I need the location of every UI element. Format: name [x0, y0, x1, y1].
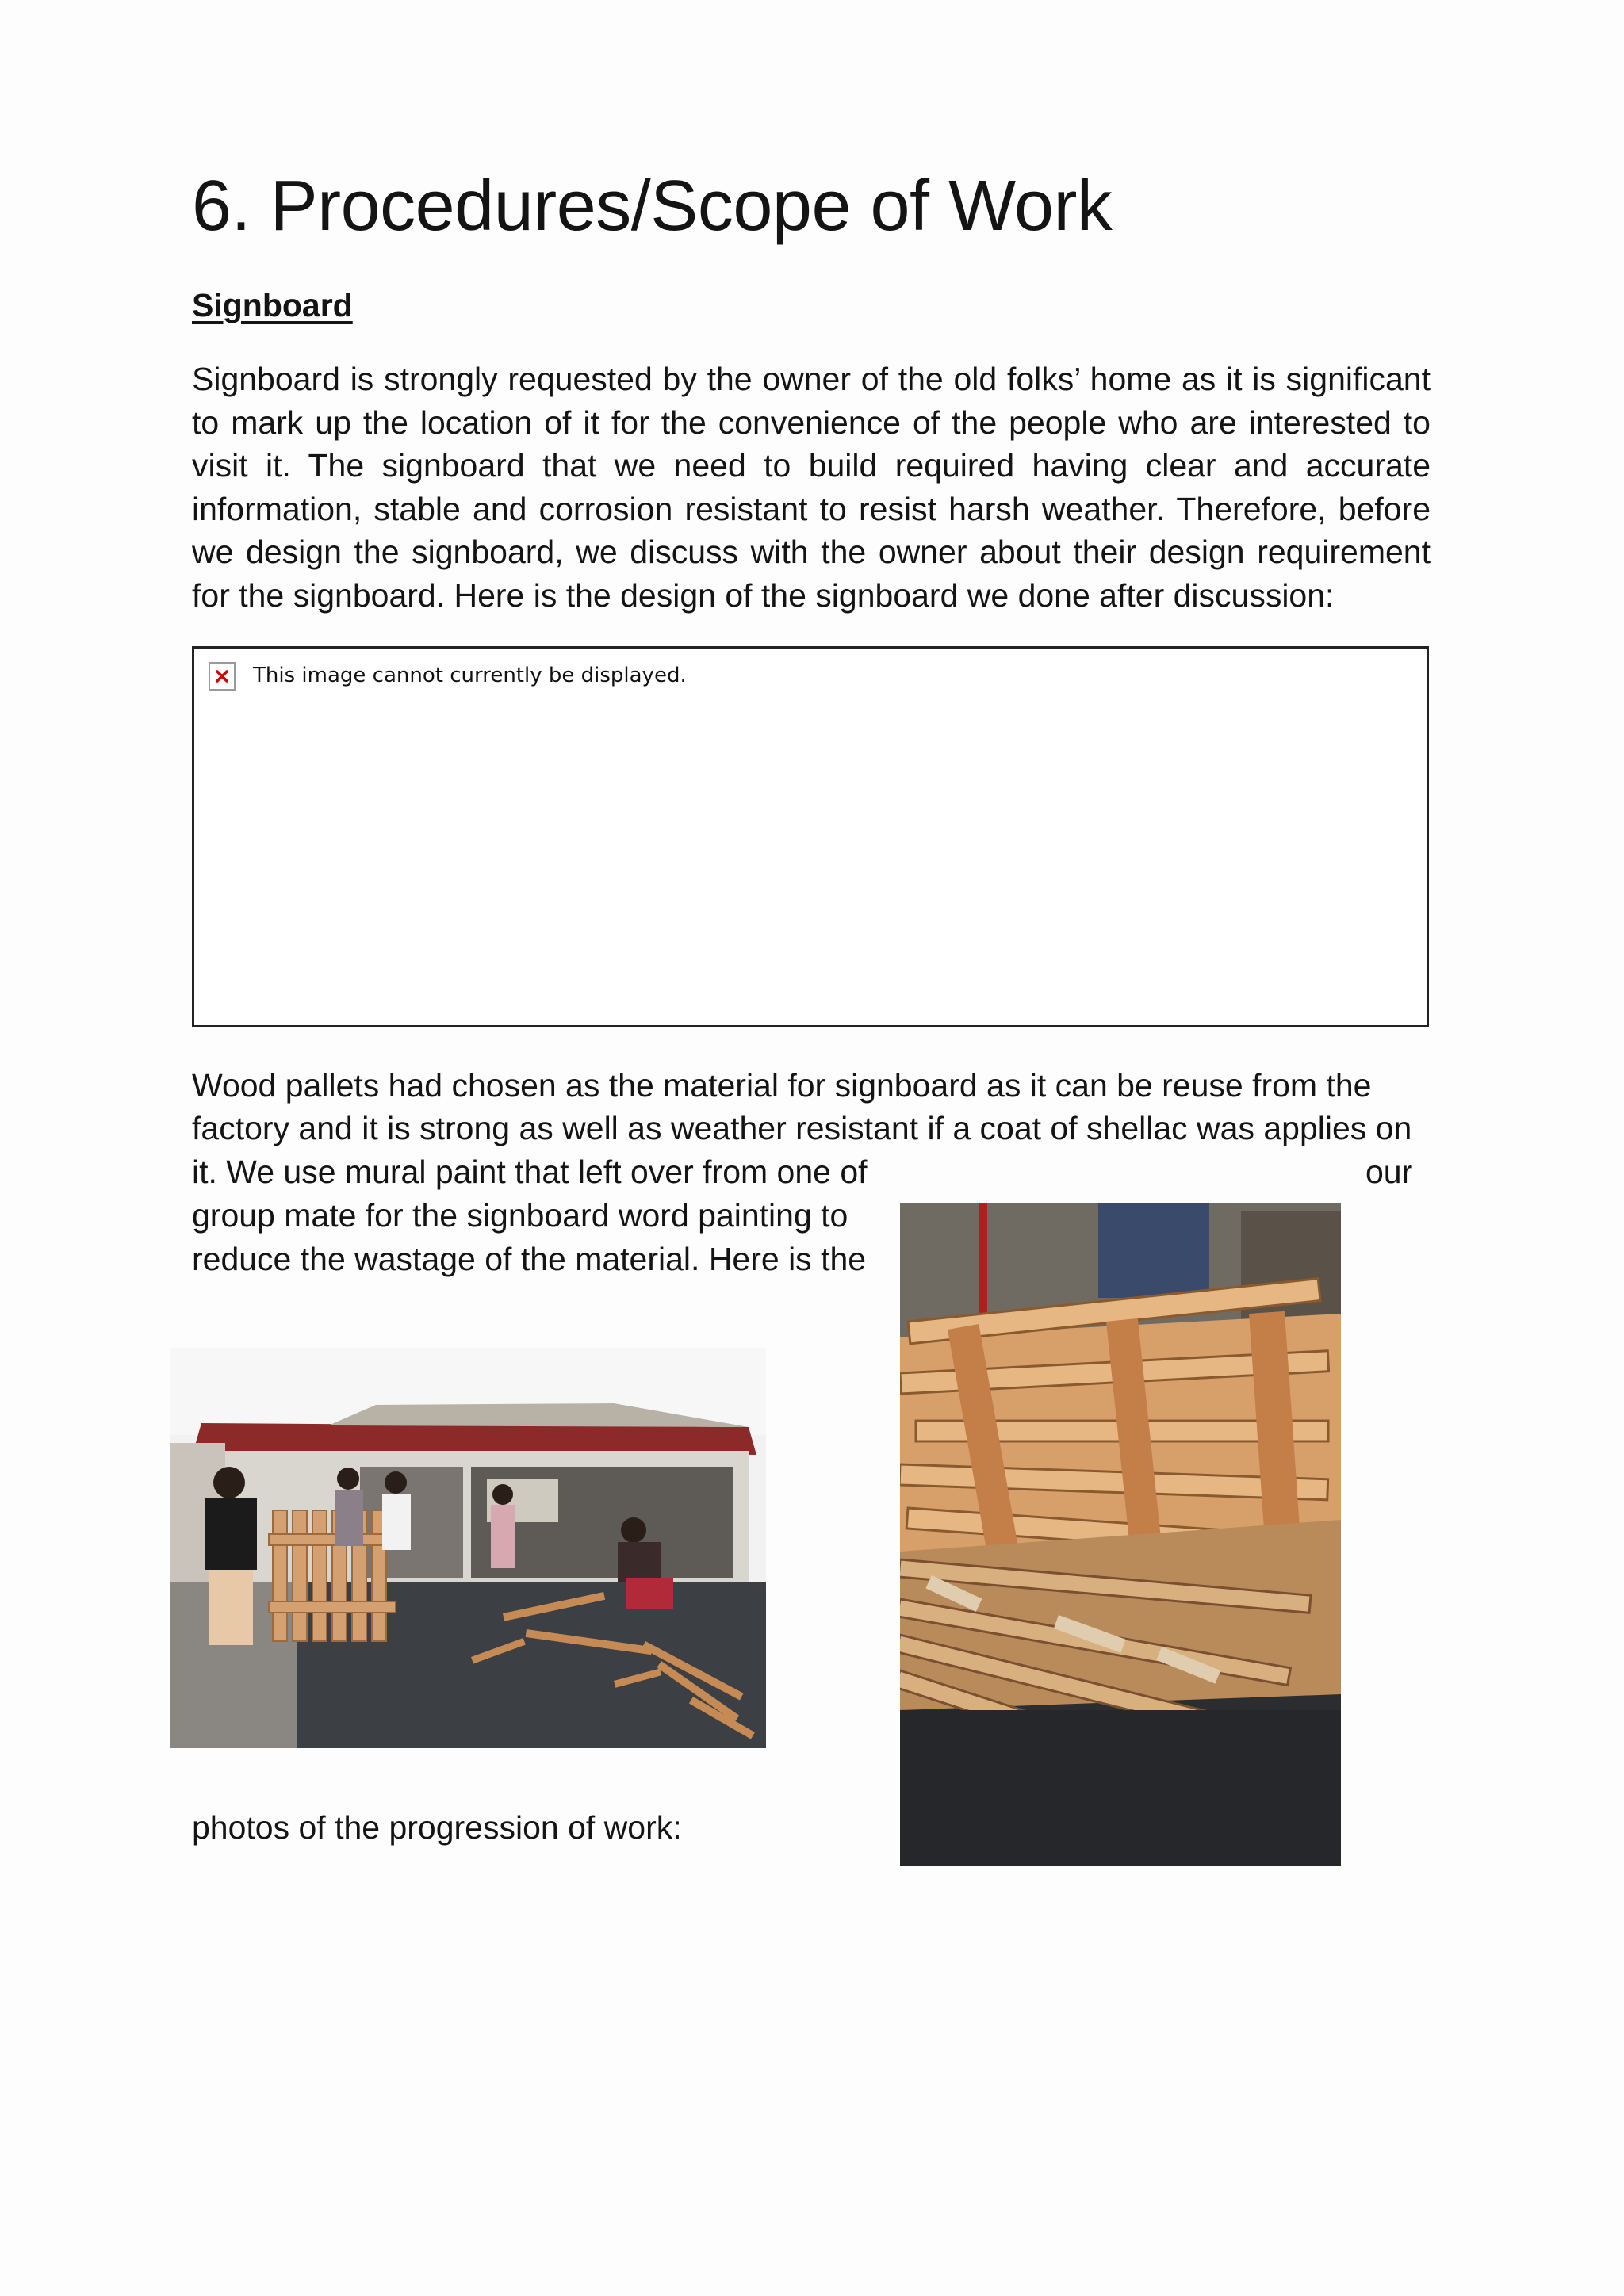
- paragraph-line: our: [1365, 1154, 1413, 1190]
- signboard-intro-paragraph: Signboard is strongly requested by the owner of the old folks’ home as it is significant to mark up the location of it for the convenience of the people who are interested to visit it. The signboard that we need to build required having clear and accurate information, stable and corrosion resistant to resist harsh weather. Therefore, before we design the signboard, we discuss with the owner about their design requirement for the signboard. Here is the design of the signboard we done after discussion:: [192, 361, 1431, 614]
- broken-image-icon: [209, 662, 236, 691]
- paragraph-line: group mate for the signboard word painting to: [192, 1197, 848, 1234]
- paragraph-line: photos of the progression of work:: [192, 1809, 682, 1846]
- stacked-pallets-photo: [900, 1203, 1341, 1866]
- paragraph-line: Wood pallets had chosen as the material for signboard as it can be reuse from the: [192, 1067, 1372, 1104]
- group-building-pallet-photo: [170, 1348, 766, 1748]
- broken-image-message: This image cannot currently be displayed.: [253, 664, 687, 687]
- page-title: 6. Procedures/Scope of Work: [192, 166, 1113, 246]
- paragraph-line: reduce the wastage of the material. Here is the: [192, 1241, 867, 1277]
- broken-image-placeholder: [192, 646, 1429, 1027]
- paragraph-line: it. We use mural paint that left over from one of: [192, 1154, 868, 1190]
- section-heading-signboard: Signboard: [192, 287, 353, 323]
- paragraph-line: factory and it is strong as well as weather resistant if a coat of shellac was applies on: [192, 1110, 1412, 1146]
